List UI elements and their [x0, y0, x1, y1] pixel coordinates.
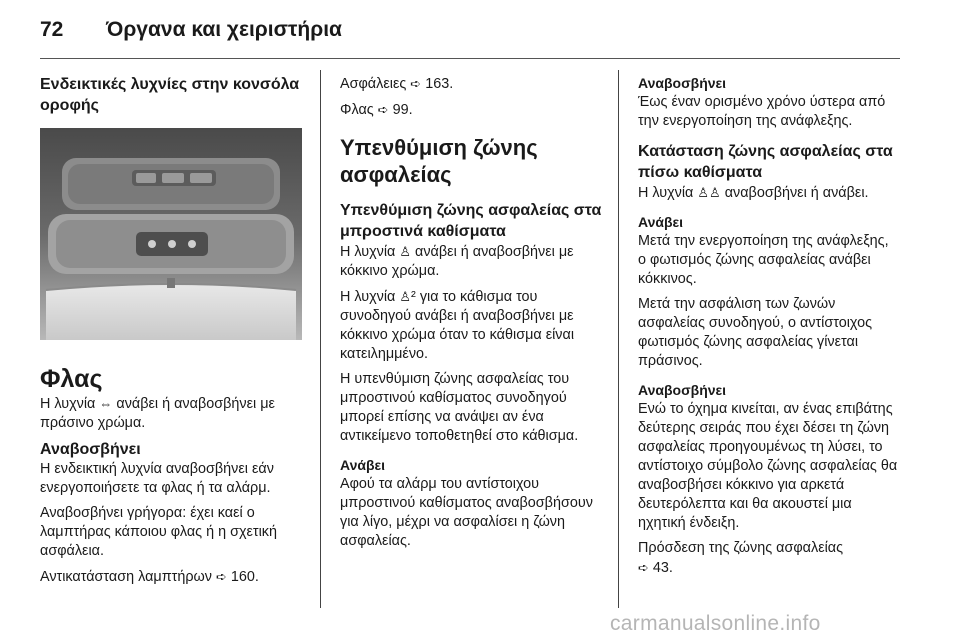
section-heading: Ενδεικτικές λυχνίες στην κονσόλα οροφής — [40, 76, 300, 114]
page-number: 72 — [40, 18, 64, 41]
blink-paragraph: Ενώ το όχημα κινείται, αν ένας επιβάτης δεύτερης σειράς που έχει δέσει τη ζώνη ασφαλείας προηγουμένως τη λύσει, το αντίστοιχο σύμβολο ζώνης ασφαλείας θα αναβοσβήσει κόκκινο για αρκετά δευτερόλεπτα και θα ακουστεί μια ηχητική ένδειξη. — [638, 401, 898, 531]
flash-ref: Φλας ➪ 99. — [340, 102, 413, 118]
front-seats-heading: Υπενθύμιση ζώνης ασφαλείας στα μπροστινά καθίσματα — [340, 202, 602, 240]
rear-seats-heading: Κατάσταση ζώνης ασφαλείας στα πίσω καθίσματα — [638, 143, 893, 181]
blink-paragraph: Έως έναν ορισμένο χρόνο ύστερα από την ενεργοποίηση της ανάφλεξης. — [638, 94, 886, 129]
lights-heading: Ανάβει — [638, 214, 684, 230]
reference-arrow-icon: ➪ — [410, 76, 422, 91]
belt-connection-ref: Πρόσδεση της ζώνης ασφαλείας ➪ 43. — [638, 540, 844, 576]
page-title: Όργανα και χειριστήρια — [106, 18, 342, 41]
column-2 — [340, 74, 602, 557]
blink-paragraph: Αναβοσβήνει γρήγορα: έχει καεί ο λαμπτήρας κάποιου φλας ή η σχετική ασφάλεια. — [40, 505, 278, 559]
lights-paragraph: Αφού τα αλάρμ του αντίστοιχου μπροστινού καθίσματος αναβοσβήσουν για λίγο, μέχρι να ασφαλίσει η ζώνη ασφαλείας. — [340, 476, 593, 549]
passenger-seatbelt-icon: ♙ — [399, 289, 412, 304]
reference-arrow-icon: ➪ — [377, 102, 389, 117]
lights-paragraph: Μετά την ασφάλιση των ζωνών ασφαλείας συνοδηγού, ο αντίστοιχος φωτισμός ζώνης ασφαλείας γίνεται πράσινος. — [638, 296, 873, 369]
overhead-console-photo — [40, 128, 302, 340]
flash-title: Φλας — [40, 365, 103, 393]
flash-text: Η λυχνία ⇔ ανάβει ή αναβοσβήνει με πράσινο χρώμα. — [40, 396, 275, 431]
rear-seatbelt-icon: ♙♙ — [697, 185, 721, 200]
page-header — [40, 18, 342, 42]
front-p1: Η λυχνία ♙ ανάβει ή αναβοσβήνει με κόκκινο χρώμα. — [340, 244, 574, 279]
fuses-ref: Ασφάλειες ➪ 163. — [340, 76, 454, 92]
header-rule — [40, 58, 900, 59]
watermark: carmanualsonline.info — [610, 612, 821, 635]
rear-seats-text: Η λυχνία ♙♙ αναβοσβήνει ή ανάβει. — [638, 185, 869, 201]
lights-heading: Ανάβει — [340, 457, 386, 473]
blink-paragraph: Η ενδεικτική λυχνία αναβοσβήνει εάν ενεργοποιήσετε τα φλας ή τα αλάρμ. — [40, 461, 274, 496]
column-divider — [618, 70, 619, 608]
seatbelt-reminder-title: Υπενθύμιση ζώνης ασφαλείας — [340, 135, 538, 187]
blink-heading: Αναβοσβήνει — [40, 441, 141, 458]
turn-signal-icon: ⇔ — [99, 396, 113, 411]
reference-arrow-icon: ➪ — [215, 569, 227, 584]
blink-heading: Αναβοσβήνει — [638, 382, 727, 398]
reference-arrow-icon: ➪ — [638, 560, 649, 575]
bulb-replacement-ref: Αντικατάσταση λαμπτήρων ➪ 160. — [40, 569, 259, 585]
front-p2: Η λυχνία ♙² για το κάθισμα του συνοδηγού ανάβει ή αναβοσβήνει με κόκκινο χρώμα όταν το κάθισμα είναι κατειλημμένο. — [340, 289, 575, 362]
lights-paragraph: Μετά την ενεργοποίηση της ανάφλεξης, ο φωτισμός ζώνης ασφαλείας ανάβει κόκκινος. — [638, 233, 889, 287]
column-divider — [320, 70, 321, 608]
front-p3: Η υπενθύμιση ζώνης ασφαλείας του μπροστινού καθίσματος συνοδηγού μπορεί επίσης να ανάψει αν ένα αντικείμενο τοποθετηθεί στο κάθισμα. — [340, 371, 579, 444]
seatbelt-icon: ♙ — [399, 244, 412, 259]
column-1 — [40, 74, 302, 593]
blink-heading: Αναβοσβήνει — [638, 75, 727, 91]
column-3 — [638, 74, 900, 584]
